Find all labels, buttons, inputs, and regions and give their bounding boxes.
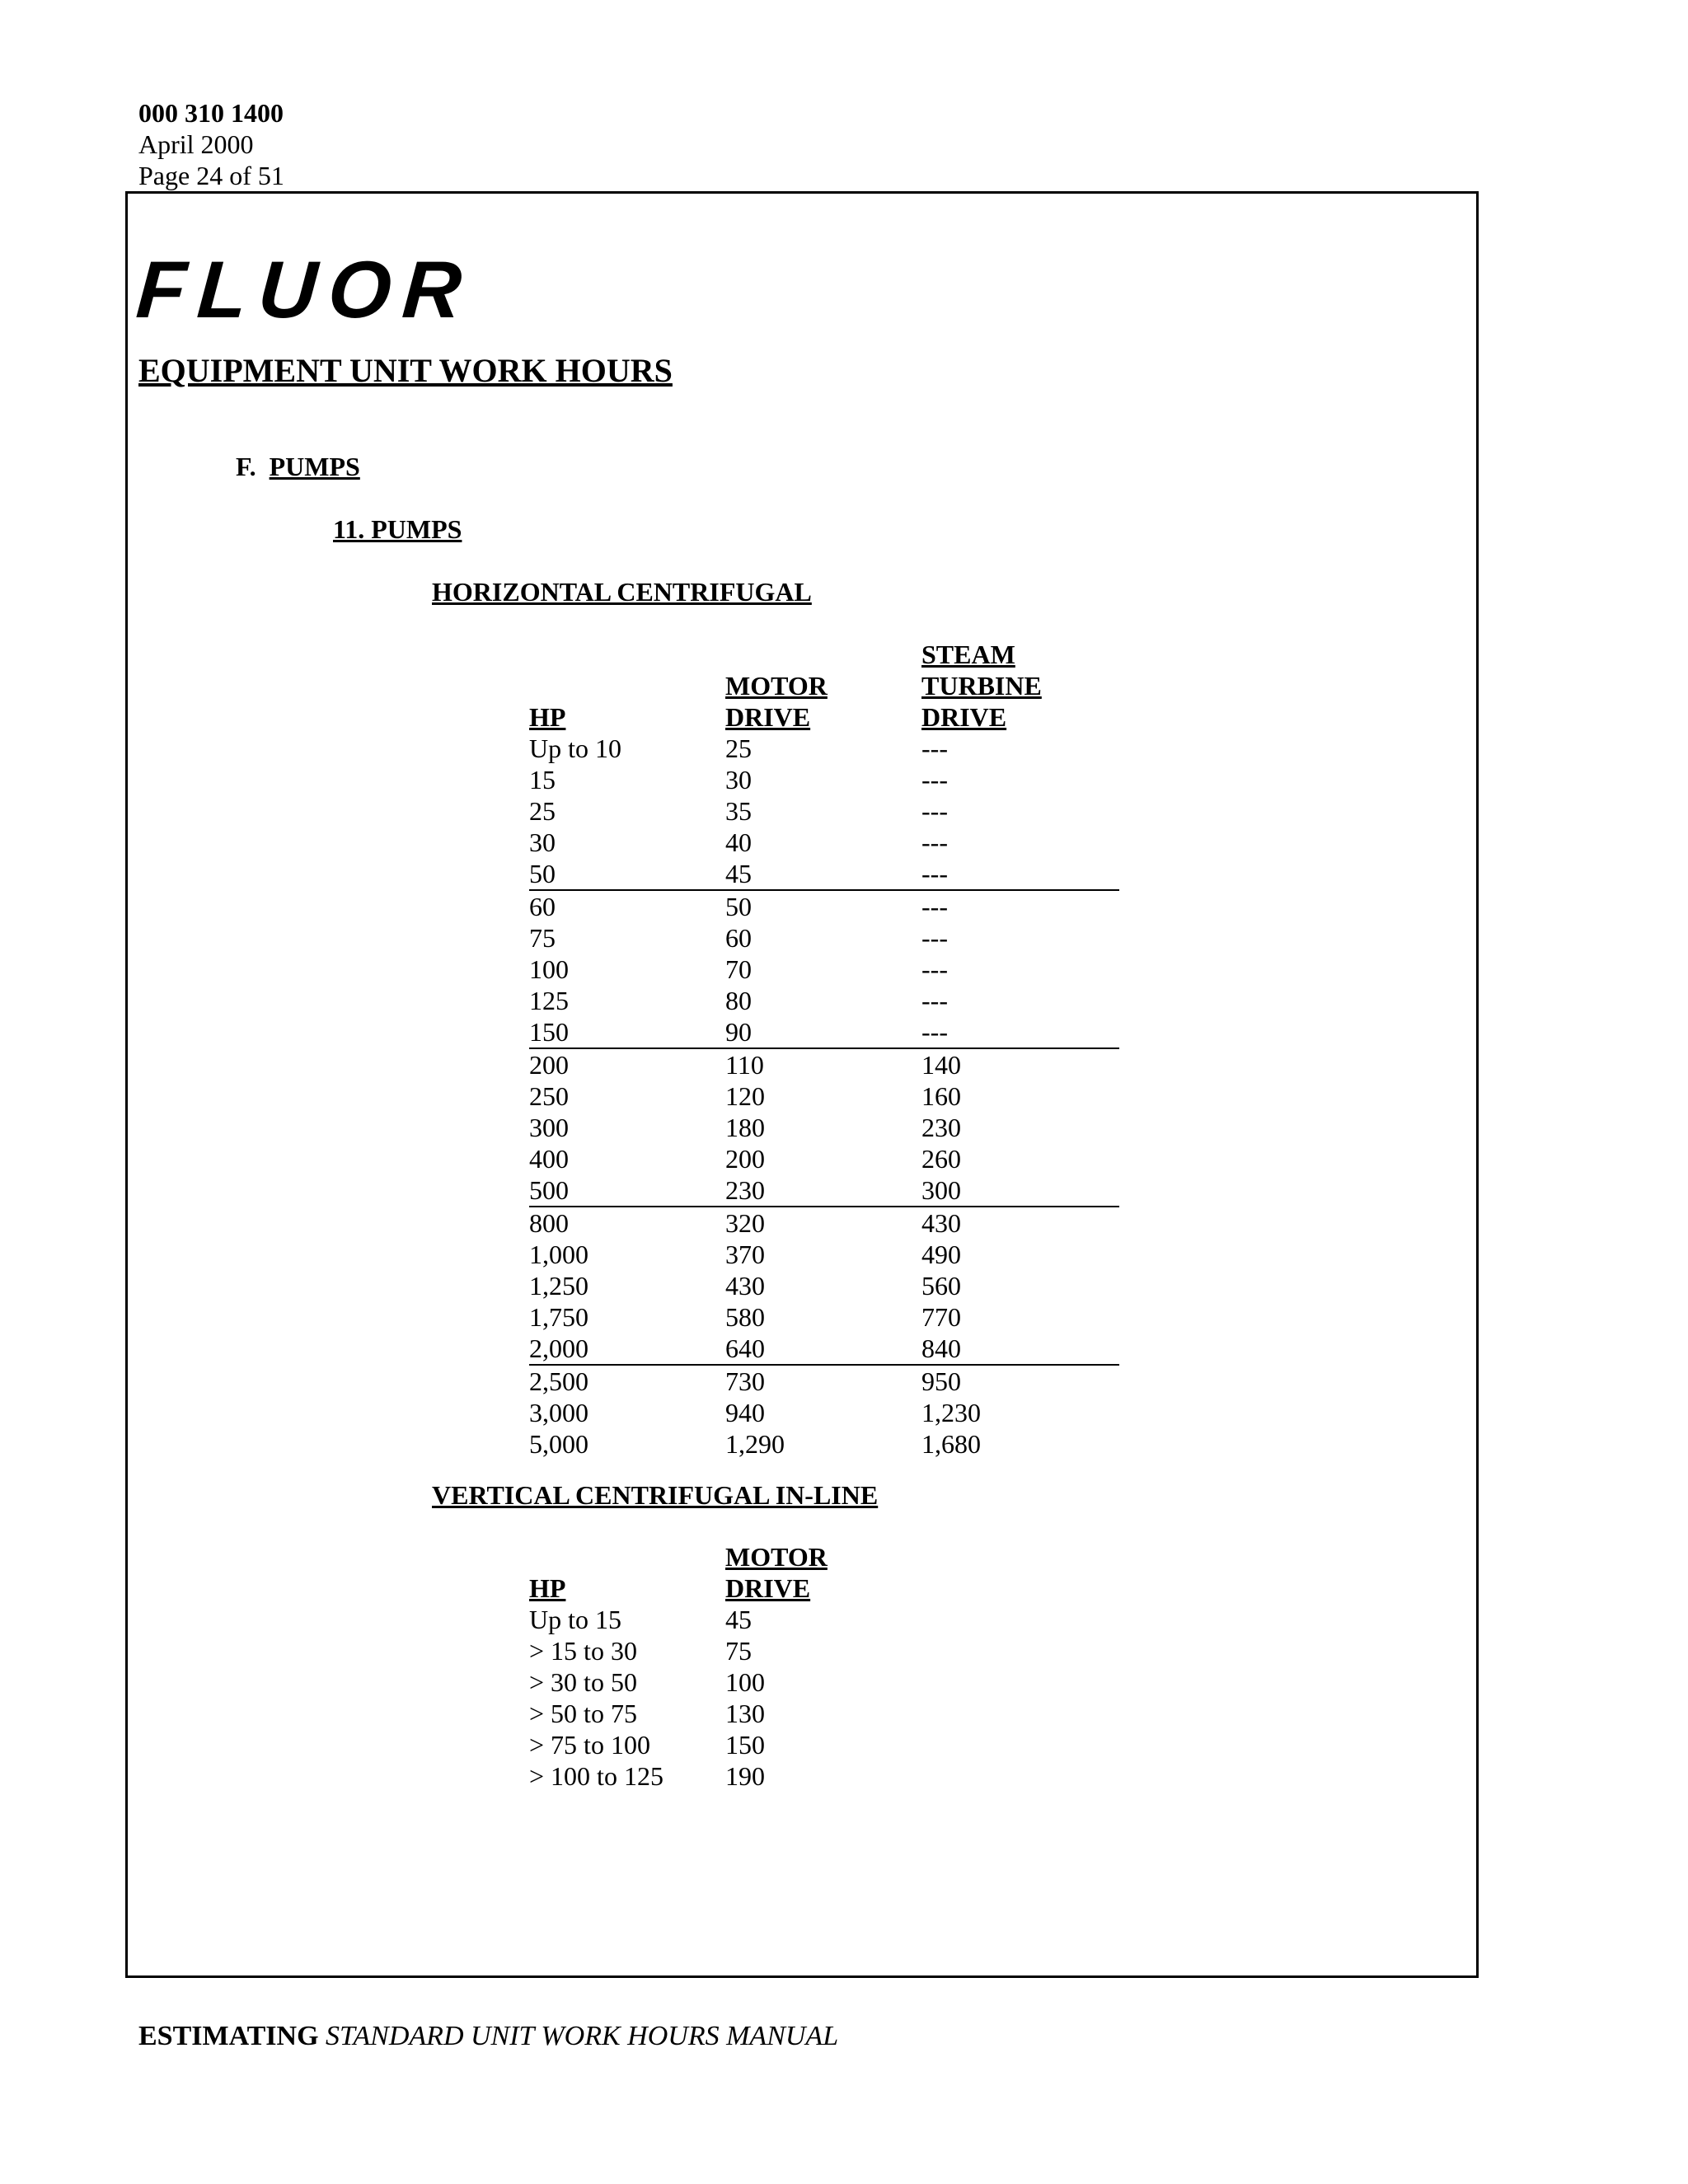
table-cell: 160: [921, 1081, 961, 1111]
table-cell: 770: [921, 1302, 961, 1332]
table-cell: 430: [725, 1271, 765, 1301]
table-row: [529, 764, 1119, 795]
table-cell: Up to 10: [529, 733, 621, 763]
table-cell: 2,500: [529, 1366, 588, 1396]
table-cell: 100: [529, 954, 569, 984]
section-label: PUMPS: [269, 452, 360, 481]
table-cell: > 30 to 50: [529, 1667, 637, 1697]
table-cell: 100: [725, 1667, 765, 1697]
table-cell: 370: [725, 1240, 765, 1269]
table-cell: 1,250: [529, 1271, 588, 1301]
table-cell: 500: [529, 1174, 725, 1207]
table-row: [529, 1666, 921, 1698]
horizontal-table: [529, 639, 1119, 1460]
table-cell: 190: [725, 1761, 765, 1791]
vertical-heading: VERTICAL CENTRIFUGAL IN-LINE: [432, 1480, 879, 1510]
motor-header-line1: MOTOR: [725, 671, 828, 701]
section-heading: [236, 452, 360, 482]
table-cell: > 75 to 100: [529, 1730, 650, 1760]
table-cell: 230: [725, 1174, 921, 1207]
table-row: [529, 1239, 1119, 1270]
table-cell: 125: [529, 986, 569, 1015]
table-cell: 30: [529, 827, 556, 857]
table-cell: ---: [921, 954, 948, 984]
document-date: April 2000: [138, 129, 254, 159]
table-cell: Up to 15: [529, 1605, 621, 1634]
table-cell: 560: [921, 1271, 961, 1301]
table-row: [529, 1270, 1119, 1301]
table-cell: 1,290: [725, 1429, 785, 1459]
table-row: [529, 1604, 921, 1635]
table-cell: 950: [921, 1366, 961, 1396]
table-row: [529, 954, 1119, 985]
table-cell: 430: [921, 1208, 961, 1238]
v-hp-header: HP: [529, 1573, 566, 1603]
table-cell: 120: [725, 1081, 765, 1111]
table-cell: 60: [529, 892, 556, 921]
table-cell: 45: [725, 858, 921, 890]
table-row: [529, 827, 1119, 858]
table-cell: 940: [725, 1398, 765, 1427]
table-cell: 300: [921, 1174, 1119, 1207]
table-cell: 110: [725, 1050, 764, 1080]
table-row: [529, 1428, 1119, 1460]
table-cell: 320: [725, 1208, 765, 1238]
page-title: EQUIPMENT UNIT WORK HOURS: [138, 352, 673, 389]
table-cell: 580: [725, 1302, 765, 1332]
table-cell: 90: [725, 1016, 921, 1048]
table-cell: 840: [921, 1333, 1119, 1365]
table-cell: 50: [529, 858, 725, 890]
table-cell: 45: [725, 1605, 752, 1634]
table-cell: 2,000: [529, 1333, 725, 1365]
table-cell: 640: [725, 1333, 921, 1365]
steam-header-line1: STEAM: [921, 640, 1015, 669]
table-cell: 80: [725, 986, 752, 1015]
table-cell: 75: [725, 1636, 752, 1666]
footer-italic: STANDARD UNIT WORK HOURS MANUAL: [326, 2021, 839, 2051]
table-cell: 180: [725, 1113, 765, 1142]
table-cell: 1,750: [529, 1302, 588, 1332]
table-cell: ---: [921, 796, 948, 826]
table-row: [529, 1333, 1119, 1365]
table-cell: > 15 to 30: [529, 1636, 637, 1666]
table-cell: 30: [725, 765, 752, 794]
table-cell: 130: [725, 1699, 765, 1728]
table-row: [529, 1174, 1119, 1207]
table-cell: 1,680: [921, 1429, 981, 1459]
steam-header-line2: TURBINE: [921, 671, 1042, 701]
table-cell: > 50 to 75: [529, 1699, 637, 1728]
table-cell: 3,000: [529, 1398, 588, 1427]
table-cell: 40: [725, 827, 752, 857]
steam-header-line3: DRIVE: [921, 702, 1007, 732]
table-cell: ---: [921, 1016, 1119, 1048]
table-cell: 35: [725, 796, 752, 826]
table-cell: 300: [529, 1113, 569, 1142]
table-row: [529, 1080, 1119, 1112]
footer-bold: ESTIMATING: [138, 2021, 319, 2051]
table-cell: > 100 to 125: [529, 1761, 663, 1791]
table-row: [529, 1635, 921, 1666]
table-row: [529, 1365, 1119, 1397]
table-row: [529, 1301, 1119, 1333]
table-cell: 5,000: [529, 1429, 588, 1459]
table-cell: ---: [921, 986, 948, 1015]
table-row: [529, 733, 1119, 764]
v-motor-header-line1: MOTOR: [725, 1542, 828, 1572]
table-cell: ---: [921, 765, 948, 794]
table-cell: 75: [529, 923, 556, 953]
table-cell: 400: [529, 1144, 569, 1174]
hp-header: HP: [529, 702, 566, 732]
page-footer: [138, 2021, 838, 2052]
table-cell: 150: [529, 1016, 725, 1048]
table-row: [529, 1729, 921, 1760]
table-cell: 1,000: [529, 1240, 588, 1269]
table-row: [529, 1016, 1119, 1048]
table-cell: 70: [725, 954, 752, 984]
table-cell: 60: [725, 923, 752, 953]
table-row: [529, 922, 1119, 954]
table-cell: 25: [725, 733, 752, 763]
table-row: [529, 858, 1119, 890]
table-cell: 200: [529, 1050, 569, 1080]
table-row: [529, 1760, 921, 1792]
table-row: [529, 1397, 1119, 1428]
table-cell: 50: [725, 892, 752, 921]
subsection-heading: 11. PUMPS: [333, 514, 462, 544]
table-row: [529, 985, 1119, 1016]
page-number: Page 24 of 51: [138, 161, 284, 190]
table-cell: 140: [921, 1050, 961, 1080]
table-cell: 15: [529, 765, 556, 794]
vertical-table: [529, 1541, 921, 1792]
table-cell: ---: [921, 858, 1119, 890]
table-row: [529, 1698, 921, 1729]
table-cell: 250: [529, 1081, 569, 1111]
document-number: 000 310 1400: [138, 98, 284, 128]
table-cell: ---: [921, 892, 948, 921]
table-cell: 1,230: [921, 1398, 981, 1427]
table-cell: 150: [725, 1730, 765, 1760]
table-row: [529, 1143, 1119, 1174]
table-cell: ---: [921, 733, 948, 763]
table-cell: ---: [921, 923, 948, 953]
table-row: [529, 795, 1119, 827]
section-letter: F.: [236, 452, 256, 481]
horizontal-heading: HORIZONTAL CENTRIFUGAL: [432, 577, 812, 607]
motor-header-line2: DRIVE: [725, 702, 811, 732]
table-row: [529, 1207, 1119, 1239]
table-cell: 800: [529, 1208, 569, 1238]
table-cell: 230: [921, 1113, 961, 1142]
table-cell: 25: [529, 796, 556, 826]
fluor-logo: FLUOR: [134, 244, 476, 335]
table-cell: 200: [725, 1144, 765, 1174]
table-cell: 260: [921, 1144, 961, 1174]
table-cell: 490: [921, 1240, 961, 1269]
table-row: [529, 1048, 1119, 1080]
table-row: [529, 1112, 1119, 1143]
v-motor-header-line2: DRIVE: [725, 1573, 811, 1603]
table-cell: ---: [921, 827, 948, 857]
table-row: [529, 890, 1119, 922]
table-cell: 730: [725, 1366, 765, 1396]
